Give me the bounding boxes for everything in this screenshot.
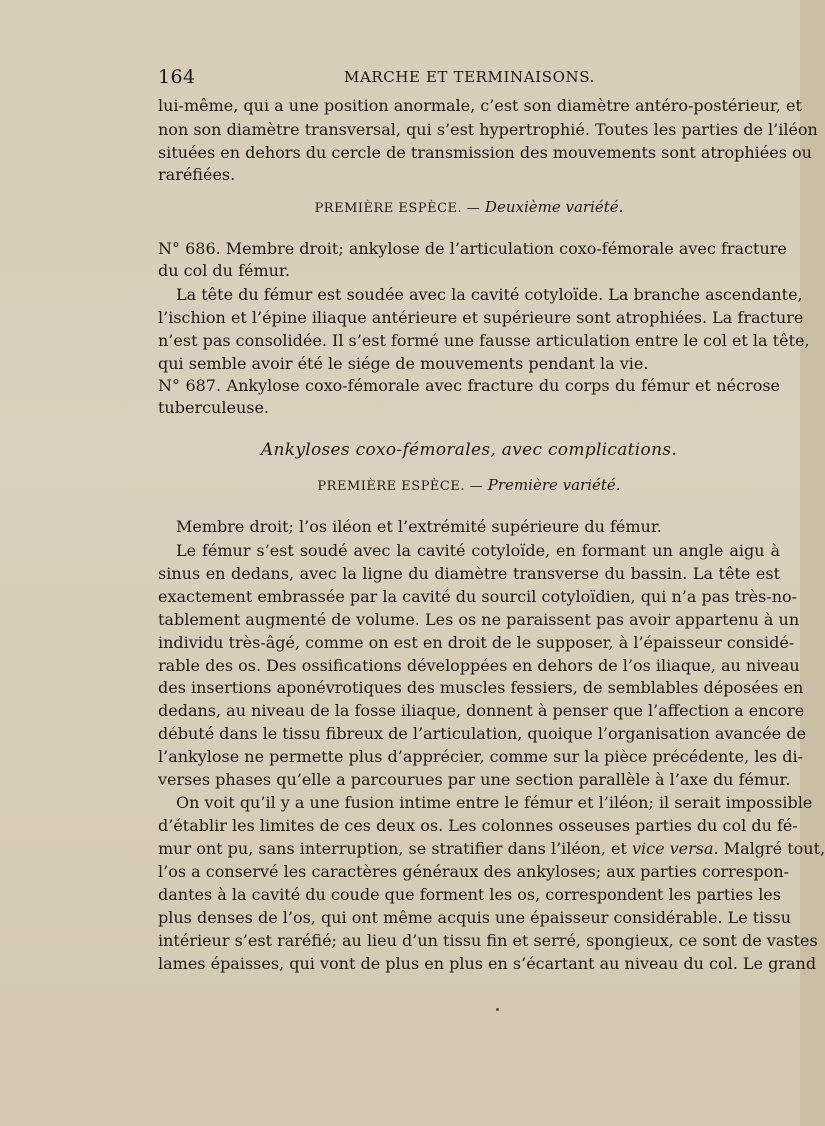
text-line: non son diamètre transversal, qui s’est hypertrophié. Toutes les parties de l’iléon (158, 120, 818, 139)
paper-speck (496, 1008, 499, 1011)
text-line: Le fémur s’est soudé avec la cavité cotyloïde, en formant un angle aigu à (176, 541, 780, 560)
text-line: situées en dehors du cercle de transmission des mouvements sont atrophiées ou (158, 143, 812, 162)
subheading-premiere-variete (158, 476, 780, 494)
text-line: verses phases qu’elle a parcourues par une section parallèle à l’axe du fémur. (158, 770, 791, 789)
text-line: dedans, au niveau de la fosse iliaque, donnent à penser que l’affection a encore (158, 701, 805, 720)
entry-686-line: N° 686. Membre droit; ankylose de l’articulation coxo-fémorale avec fracture (158, 239, 787, 258)
subheading-prefix: PREMIÈRE ESPÈCE. — (317, 479, 484, 494)
text-line: d’établir les limites de ces deux os. Les colonnes osseuses parties du col du fé- (158, 816, 798, 835)
text-line: On voit qu’il y a une fusion intime entre le fémur et l’iléon; il serait impossible (176, 793, 813, 812)
text-line: tablement augmenté de volume. Les os ne paraissent pas avoir appartenu à un (158, 610, 800, 629)
text-line: exactement embrassée par la cavité du sourcil cotyloïdien, qui n’a pas très-no- (158, 587, 798, 606)
text-line: des insertions aponévrotiques des muscles fessiers, de semblables déposées en (158, 678, 804, 697)
text-line: sinus en dedans, avec la ligne du diamètre transverse du bassin. La tête est (158, 564, 780, 583)
text-line: lames épaisses, qui vont de plus en plus en s’écartant au niveau du col. Le grand (158, 954, 817, 973)
text-line: Membre droit; l’os iléon et l’extrémité supérieure du fémur. (176, 517, 662, 536)
text-line: du col du fémur. (158, 261, 290, 280)
text-line: l’ischion et l’épine iliaque antérieure et supérieure sont atrophiées. La fracture (158, 308, 804, 327)
text-line: intérieur s’est raréfié; au lieu d’un tissu fin et serré, spongieux, ce sont de vastes (158, 931, 818, 950)
subheading-prefix: PREMIÈRE ESPÈCE. — (314, 201, 481, 216)
italic-phrase: vice versa. (631, 839, 719, 858)
text-line: La tête du fémur est soudée avec la cavité cotyloïde. La branche ascendante, (176, 285, 803, 304)
section-title: Ankyloses coxo-fémorales, avec complications. (260, 440, 678, 460)
page-header (158, 66, 780, 92)
text-line: dantes à la cavité du coude que forment les os, correspondent les parties les (158, 885, 781, 904)
subheading-variety: Première variété. (487, 476, 621, 494)
text-line: raréfiées. (158, 165, 236, 184)
text-line: n’est pas consolidée. Il s’est formé une fausse articulation entre le col et la tête, (158, 331, 810, 350)
text-line: rable des os. Des ossifications développées en dehors de l’os iliaque, au niveau (158, 656, 800, 675)
text-line: plus denses de l’os, qui ont même acquis une épaisseur considérable. Le tissu (158, 908, 792, 927)
text-line: qui semble avoir été le siége de mouvements pendant la vie. (158, 354, 649, 373)
text-line: tuberculeuse. (158, 398, 270, 417)
text-segment: Malgré tout, (718, 839, 825, 858)
text-line: lui-même, qui a une position anormale, c’est son diamètre antéro-postérieur, et (158, 96, 802, 115)
text-segment: mur ont pu, sans interruption, se stratifier dans l’iléon, et (158, 839, 627, 858)
text-line: débuté dans le tissu fibreux de l’articulation, quoique l’organisation avancée de (158, 724, 806, 743)
page-number: 164 (158, 66, 196, 88)
text-line (158, 837, 825, 861)
text-line: l’os a conservé les caractères généraux des ankyloses; aux parties correspon- (158, 862, 790, 881)
text-line: individu très-âgé, comme on est en droit de le supposer, à l’épaisseur considé- (158, 633, 795, 652)
subheading-variety: Deuxième variété. (484, 198, 624, 216)
subheading-deuxieme-variete (158, 198, 780, 216)
running-title: MARCHE ET TERMINAISONS. (344, 68, 595, 86)
text-line: l’ankylose ne permette plus d’apprécier, comme sur la pièce précédente, les di- (158, 747, 803, 766)
entry-687-line: N° 687. Ankylose coxo-fémorale avec fracture du corps du fémur et nécrose (158, 376, 780, 395)
